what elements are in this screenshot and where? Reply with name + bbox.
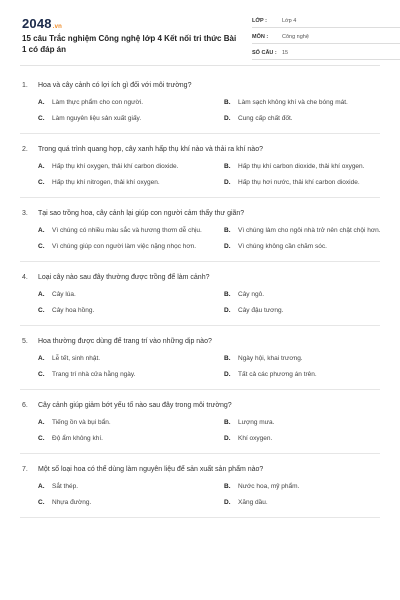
option-text: Vì chúng giúp con người làm việc nặng nhọc hơn. — [52, 243, 197, 251]
option-letter: B. — [224, 291, 231, 299]
option-letter: C. — [38, 307, 45, 315]
option-letter: C. — [38, 179, 45, 187]
answer-option[interactable] — [224, 370, 396, 380]
page-header — [20, 0, 380, 66]
question-prompt: Hoa và cây cảnh có lợi ích gì đối với môi trường? — [38, 82, 192, 89]
option-text: Làm nguyên liệu sản xuất giấy. — [52, 115, 142, 123]
question-text — [20, 81, 380, 91]
option-text: Làm sạch không khí và che bóng mát. — [238, 99, 348, 107]
question-text — [20, 337, 380, 347]
answer-option[interactable] — [38, 226, 210, 236]
answer-option[interactable] — [224, 354, 396, 364]
answer-options — [20, 98, 380, 124]
question-prompt: Trong quá trình quang hợp, cây xanh hấp thụ khí nào và thải ra khí nào? — [38, 146, 263, 153]
question-list — [20, 66, 380, 518]
question-text — [20, 401, 380, 411]
answer-option[interactable] — [38, 98, 210, 108]
option-letter: D. — [224, 435, 231, 443]
option-text: Cây hoa hồng. — [52, 307, 95, 315]
answer-option[interactable] — [224, 482, 396, 492]
option-text: Trang trí nhà cửa hằng ngày. — [52, 371, 136, 379]
option-text: Hấp thụ khí carbon dioxide, thải khí oxygen. — [238, 163, 365, 171]
answer-option[interactable] — [224, 306, 396, 316]
option-letter: B. — [224, 419, 231, 427]
answer-option[interactable] — [38, 178, 210, 188]
option-text: Sắt thép. — [52, 483, 79, 491]
option-text: Vì chúng có nhiều màu sắc và hương thơm dễ chịu. — [52, 227, 202, 235]
option-text: Vì chúng làm cho ngôi nhà trở nên chật chội hơn. — [238, 227, 381, 235]
answer-option[interactable] — [38, 306, 210, 316]
question-number: 4. — [22, 274, 28, 281]
answer-option[interactable] — [224, 98, 396, 108]
answer-option[interactable] — [38, 242, 210, 252]
option-text: Tiếng ồn và bụi bẩn. — [52, 419, 111, 427]
option-letter: D. — [224, 115, 231, 123]
answer-option[interactable] — [38, 114, 210, 124]
meta-info — [252, 15, 400, 63]
option-text: Cung cấp chất đốt. — [238, 115, 293, 123]
option-letter: A. — [38, 419, 45, 427]
question-prompt: Một số loại hoa có thể dùng làm nguyên liệu để sản xuất sản phẩm nào? — [38, 466, 264, 473]
question-number: 5. — [22, 338, 28, 345]
option-text: Độ ẩm không khí. — [52, 435, 103, 443]
option-letter: D. — [224, 499, 231, 507]
question-block — [20, 465, 380, 518]
option-letter: D. — [224, 243, 231, 251]
meta-row — [252, 47, 400, 60]
answer-option[interactable] — [38, 434, 210, 444]
answer-options — [20, 162, 380, 188]
question-text — [20, 145, 380, 155]
logo-suffix: .vn — [52, 24, 63, 30]
option-text: Cây ngô. — [238, 291, 265, 299]
question-number: 1. — [22, 82, 28, 89]
option-text: Làm thực phẩm cho con người. — [52, 99, 144, 107]
answer-option[interactable] — [224, 418, 396, 428]
question-number: 2. — [22, 146, 28, 153]
question-block — [20, 145, 380, 198]
option-text: Hấp thụ khí nitrogen, thải khí oxygen. — [52, 179, 160, 187]
answer-options — [20, 226, 380, 252]
meta-row — [252, 31, 400, 44]
answer-option[interactable] — [38, 370, 210, 380]
option-letter: D. — [224, 307, 231, 315]
answer-option[interactable] — [38, 354, 210, 364]
question-block — [20, 81, 380, 134]
meta-value: 15 — [282, 50, 289, 56]
answer-option[interactable] — [224, 498, 396, 508]
option-letter: C. — [38, 243, 45, 251]
answer-option[interactable] — [224, 162, 396, 172]
option-letter: C. — [38, 115, 45, 123]
question-number: 3. — [22, 210, 28, 217]
answer-option[interactable] — [38, 418, 210, 428]
answer-option[interactable] — [224, 226, 396, 236]
option-text: Hấp thụ khí oxygen, thải khí carbon dioxide. — [52, 163, 179, 171]
option-text: Khí oxygen. — [238, 435, 273, 443]
question-text — [20, 273, 380, 283]
meta-label: LỚP : — [252, 18, 267, 24]
option-text: Nước hoa, mỹ phẩm. — [238, 483, 300, 491]
option-letter: A. — [38, 227, 45, 235]
option-letter: A. — [38, 483, 45, 491]
option-letter: B. — [224, 483, 231, 491]
answer-options — [20, 290, 380, 316]
answer-option[interactable] — [224, 434, 396, 444]
question-text — [20, 465, 380, 475]
option-text: Vì chúng không cần chăm sóc. — [238, 243, 327, 251]
question-prompt: Tại sao trồng hoa, cây cảnh lại giúp con người cảm thấy thư giãn? — [38, 210, 245, 217]
answer-option[interactable] — [224, 242, 396, 252]
option-letter: C. — [38, 435, 45, 443]
option-letter: B. — [224, 163, 231, 171]
answer-option[interactable] — [38, 498, 210, 508]
question-number: 7. — [22, 466, 28, 473]
answer-options — [20, 482, 380, 508]
answer-option[interactable] — [224, 178, 396, 188]
answer-option[interactable] — [38, 482, 210, 492]
meta-label: MÔN : — [252, 34, 269, 40]
question-prompt: Hoa thường được dùng để trang trí vào những dịp nào? — [38, 338, 212, 345]
site-logo[interactable] — [22, 16, 62, 31]
meta-label: SỐ CÂU : — [252, 50, 277, 56]
question-text — [20, 209, 380, 219]
question-block — [20, 273, 380, 326]
option-letter: D. — [224, 179, 231, 187]
option-letter: A. — [38, 291, 45, 299]
question-prompt: Cây cảnh giúp giảm bớt yếu tố nào sau đây trong môi trường? — [38, 402, 232, 409]
option-letter: A. — [38, 355, 45, 363]
option-text: Hấp thụ hơi nước, thải khí carbon dioxide. — [238, 179, 360, 187]
answer-option[interactable] — [38, 162, 210, 172]
option-text: Tất cả các phương án trên. — [238, 371, 317, 379]
answer-option[interactable] — [38, 290, 210, 300]
option-letter: C. — [38, 371, 45, 379]
option-text: Lượng mưa. — [238, 419, 275, 427]
answer-options — [20, 418, 380, 444]
answer-option[interactable] — [224, 290, 396, 300]
option-text: Nhựa đường. — [52, 499, 92, 507]
option-letter: B. — [224, 227, 231, 235]
question-block — [20, 337, 380, 390]
option-text: Lễ tết, sinh nhật. — [52, 355, 101, 363]
option-letter: B. — [224, 355, 231, 363]
option-letter: D. — [224, 371, 231, 379]
option-text: Ngày hội, khai trương. — [238, 355, 303, 363]
question-number: 6. — [22, 402, 28, 409]
option-letter: A. — [38, 163, 45, 171]
answer-option[interactable] — [224, 114, 396, 124]
document-title: 15 câu Trắc nghiệm Công nghệ lớp 4 Kết nối tri thức Bài 1 có đáp án — [22, 34, 237, 54]
meta-value: Công nghệ — [282, 34, 309, 40]
question-prompt: Loại cây nào sau đây thường được trồng để làm cảnh? — [38, 274, 210, 281]
option-text: Xăng dầu. — [238, 499, 268, 507]
question-block — [20, 401, 380, 454]
option-text: Cây đậu tương. — [238, 307, 284, 315]
option-text: Cây lúa. — [52, 291, 76, 299]
meta-row — [252, 15, 400, 28]
logo-text: 2048 — [22, 16, 52, 31]
meta-value: Lớp 4 — [282, 18, 297, 24]
option-letter: C. — [38, 499, 45, 507]
option-letter: B. — [224, 99, 231, 107]
question-block — [20, 209, 380, 262]
option-letter: A. — [38, 99, 45, 107]
answer-options — [20, 354, 380, 380]
